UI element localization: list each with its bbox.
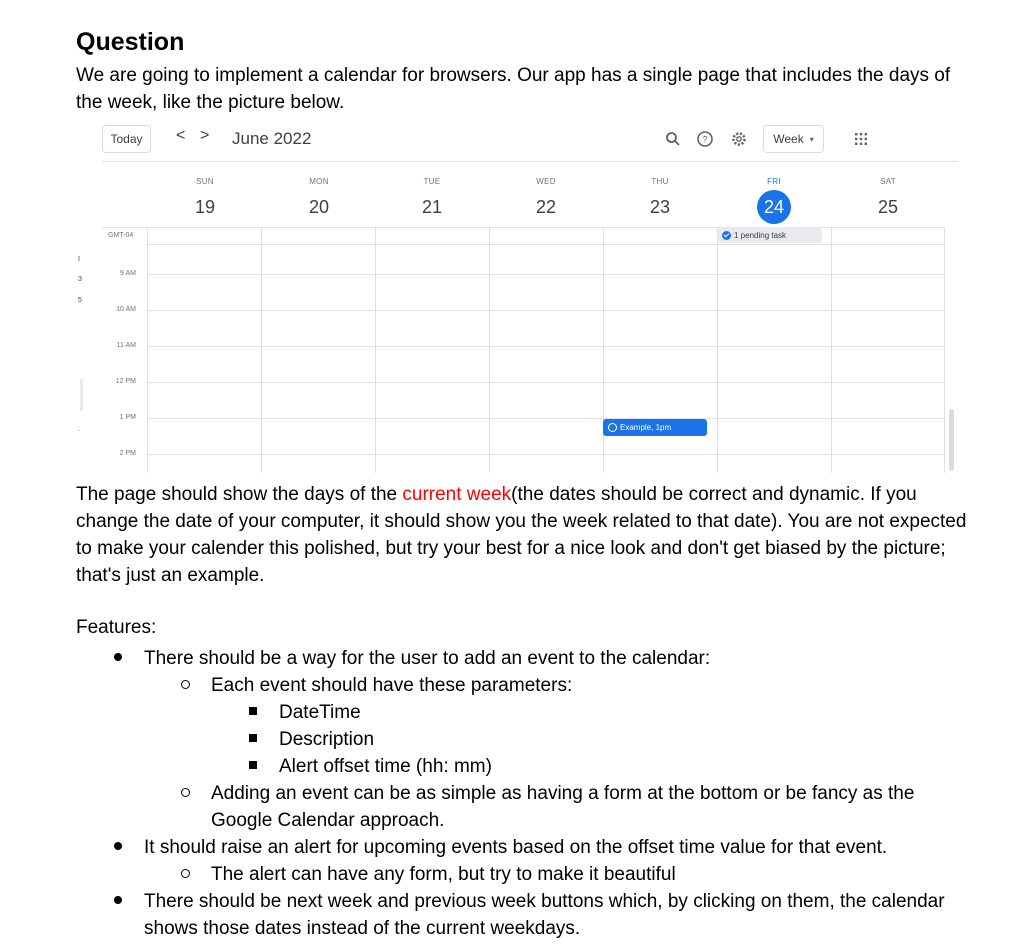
- day-number: 19: [194, 197, 216, 217]
- bullet-square-icon: [249, 726, 257, 753]
- edge-mark: I: [78, 256, 80, 263]
- feature-nav-buttons: There should be next week and previous week buttons which, by clicking on them, the calendar shows those dates instead of the current weekdays.: [144, 891, 945, 939]
- bullet-dot-icon: [114, 645, 122, 672]
- paragraph-text: The page should show the days of the: [76, 484, 403, 505]
- apps-grid-icon: [852, 130, 870, 148]
- feature-params-intro: Each event should have these parameters:: [211, 675, 573, 696]
- grid-column-line: [603, 227, 604, 473]
- day-name: WED: [536, 177, 556, 186]
- calendar-example-picture: [76, 121, 958, 473]
- bullet-circle-icon: [181, 672, 190, 699]
- param-description: Description: [279, 729, 375, 750]
- feature-alert: It should raise an alert for upcoming events based on the offset time value for that event.: [144, 837, 888, 858]
- day-number-current: 24: [757, 190, 791, 224]
- hour-label: 9 AM: [120, 270, 136, 277]
- intro-paragraph: We are going to implement a calendar for browsers. Our app has a single page that includes the days of the week, like the picture below.: [76, 65, 951, 113]
- grid-column-line: [261, 227, 262, 473]
- grid-column-line: [717, 227, 718, 473]
- edge-mark: 3: [78, 276, 82, 283]
- feature-alert-form: The alert can have any form, but try to make it beautiful: [211, 864, 676, 885]
- paragraph-text: (the dates should be correct and dynamic. If you change the date of your computer, it should show you the week related to that date). You are not expected to make your calender this polished, but try your best for a nice look and don't get biased by the picture; that's just an example.: [76, 484, 967, 586]
- view-select: [763, 125, 824, 153]
- grid-column-line: [944, 227, 945, 473]
- hour-label: 11 AM: [116, 342, 136, 349]
- svg-text:?: ?: [702, 134, 708, 145]
- current-week-paragraph: [76, 481, 976, 589]
- grid-row-line: [146, 244, 944, 245]
- grid-column-line: [489, 227, 490, 473]
- grid-column-line: [375, 227, 376, 473]
- grid-row-line: [146, 310, 944, 311]
- day-number: 23: [649, 197, 671, 217]
- timezone-label: GMT-04: [108, 232, 134, 239]
- pending-task-chip: [718, 227, 822, 243]
- header-divider: [102, 161, 958, 162]
- day-name: SAT: [880, 177, 896, 186]
- calendar-event: [603, 419, 707, 436]
- question-heading: Question: [76, 28, 185, 56]
- param-datetime: DateTime: [279, 702, 361, 723]
- chevron-left-icon: <: [176, 127, 186, 144]
- bullet-circle-icon: [181, 861, 190, 888]
- day-name: TUE: [423, 177, 441, 186]
- bullet-square-icon: [249, 699, 257, 726]
- day-number: 21: [421, 197, 443, 217]
- hour-label: 1 PM: [119, 414, 136, 421]
- day-number: 20: [308, 197, 330, 217]
- grid-row-line: [146, 454, 944, 455]
- gear-icon: [730, 130, 748, 148]
- grid-row-line: [146, 346, 944, 347]
- edge-mark: .: [78, 426, 80, 433]
- edge-mark: 5: [78, 297, 82, 304]
- event-label: Example, 1pm: [620, 423, 672, 432]
- today-button: Today: [102, 125, 151, 153]
- grid-row-line: [146, 274, 944, 275]
- bullet-circle-icon: [181, 780, 190, 807]
- feature-form-note: Adding an event can be as simple as having a form at the bottom or be fancy as the Google Calendar approach.: [211, 783, 915, 831]
- hour-label: 2 PM: [119, 450, 136, 457]
- day-name-current: FRI: [767, 177, 781, 186]
- caret-down-icon: ▾: [809, 134, 814, 144]
- help-icon: [696, 130, 714, 148]
- task-circle-icon: [608, 423, 617, 432]
- bullet-dot-icon: [114, 888, 122, 915]
- day-number: 22: [535, 197, 557, 217]
- day-name: THU: [651, 177, 669, 186]
- day-number: 25: [877, 197, 899, 217]
- chevron-right-icon: >: [200, 127, 210, 144]
- grid-row-line: [146, 382, 944, 383]
- side-panel-edge: [80, 379, 83, 411]
- grid-row-line: [146, 418, 944, 419]
- pending-task-label: 1 pending task: [734, 230, 787, 240]
- hour-label: 12 PM: [115, 378, 136, 385]
- day-name: SUN: [196, 177, 214, 186]
- bullet-dot-icon: [114, 834, 122, 861]
- bullet-square-icon: [249, 753, 257, 780]
- month-label: June 2022: [232, 129, 312, 148]
- scrollbar-thumb: [949, 409, 954, 471]
- param-alert-offset: Alert offset time (hh: mm): [279, 756, 492, 777]
- grid-column-line: [147, 227, 148, 473]
- grid-column-line: [831, 227, 832, 473]
- features-title: Features:: [76, 617, 157, 638]
- hour-label: 10 AM: [116, 306, 136, 313]
- current-week-highlight: current week: [402, 484, 512, 505]
- feature-add-event: There should be a way for the user to add an event to the calendar:: [144, 648, 711, 669]
- day-name: MON: [309, 177, 329, 186]
- task-check-icon: [722, 231, 731, 240]
- view-label: Week: [773, 132, 804, 146]
- search-icon: [664, 130, 682, 148]
